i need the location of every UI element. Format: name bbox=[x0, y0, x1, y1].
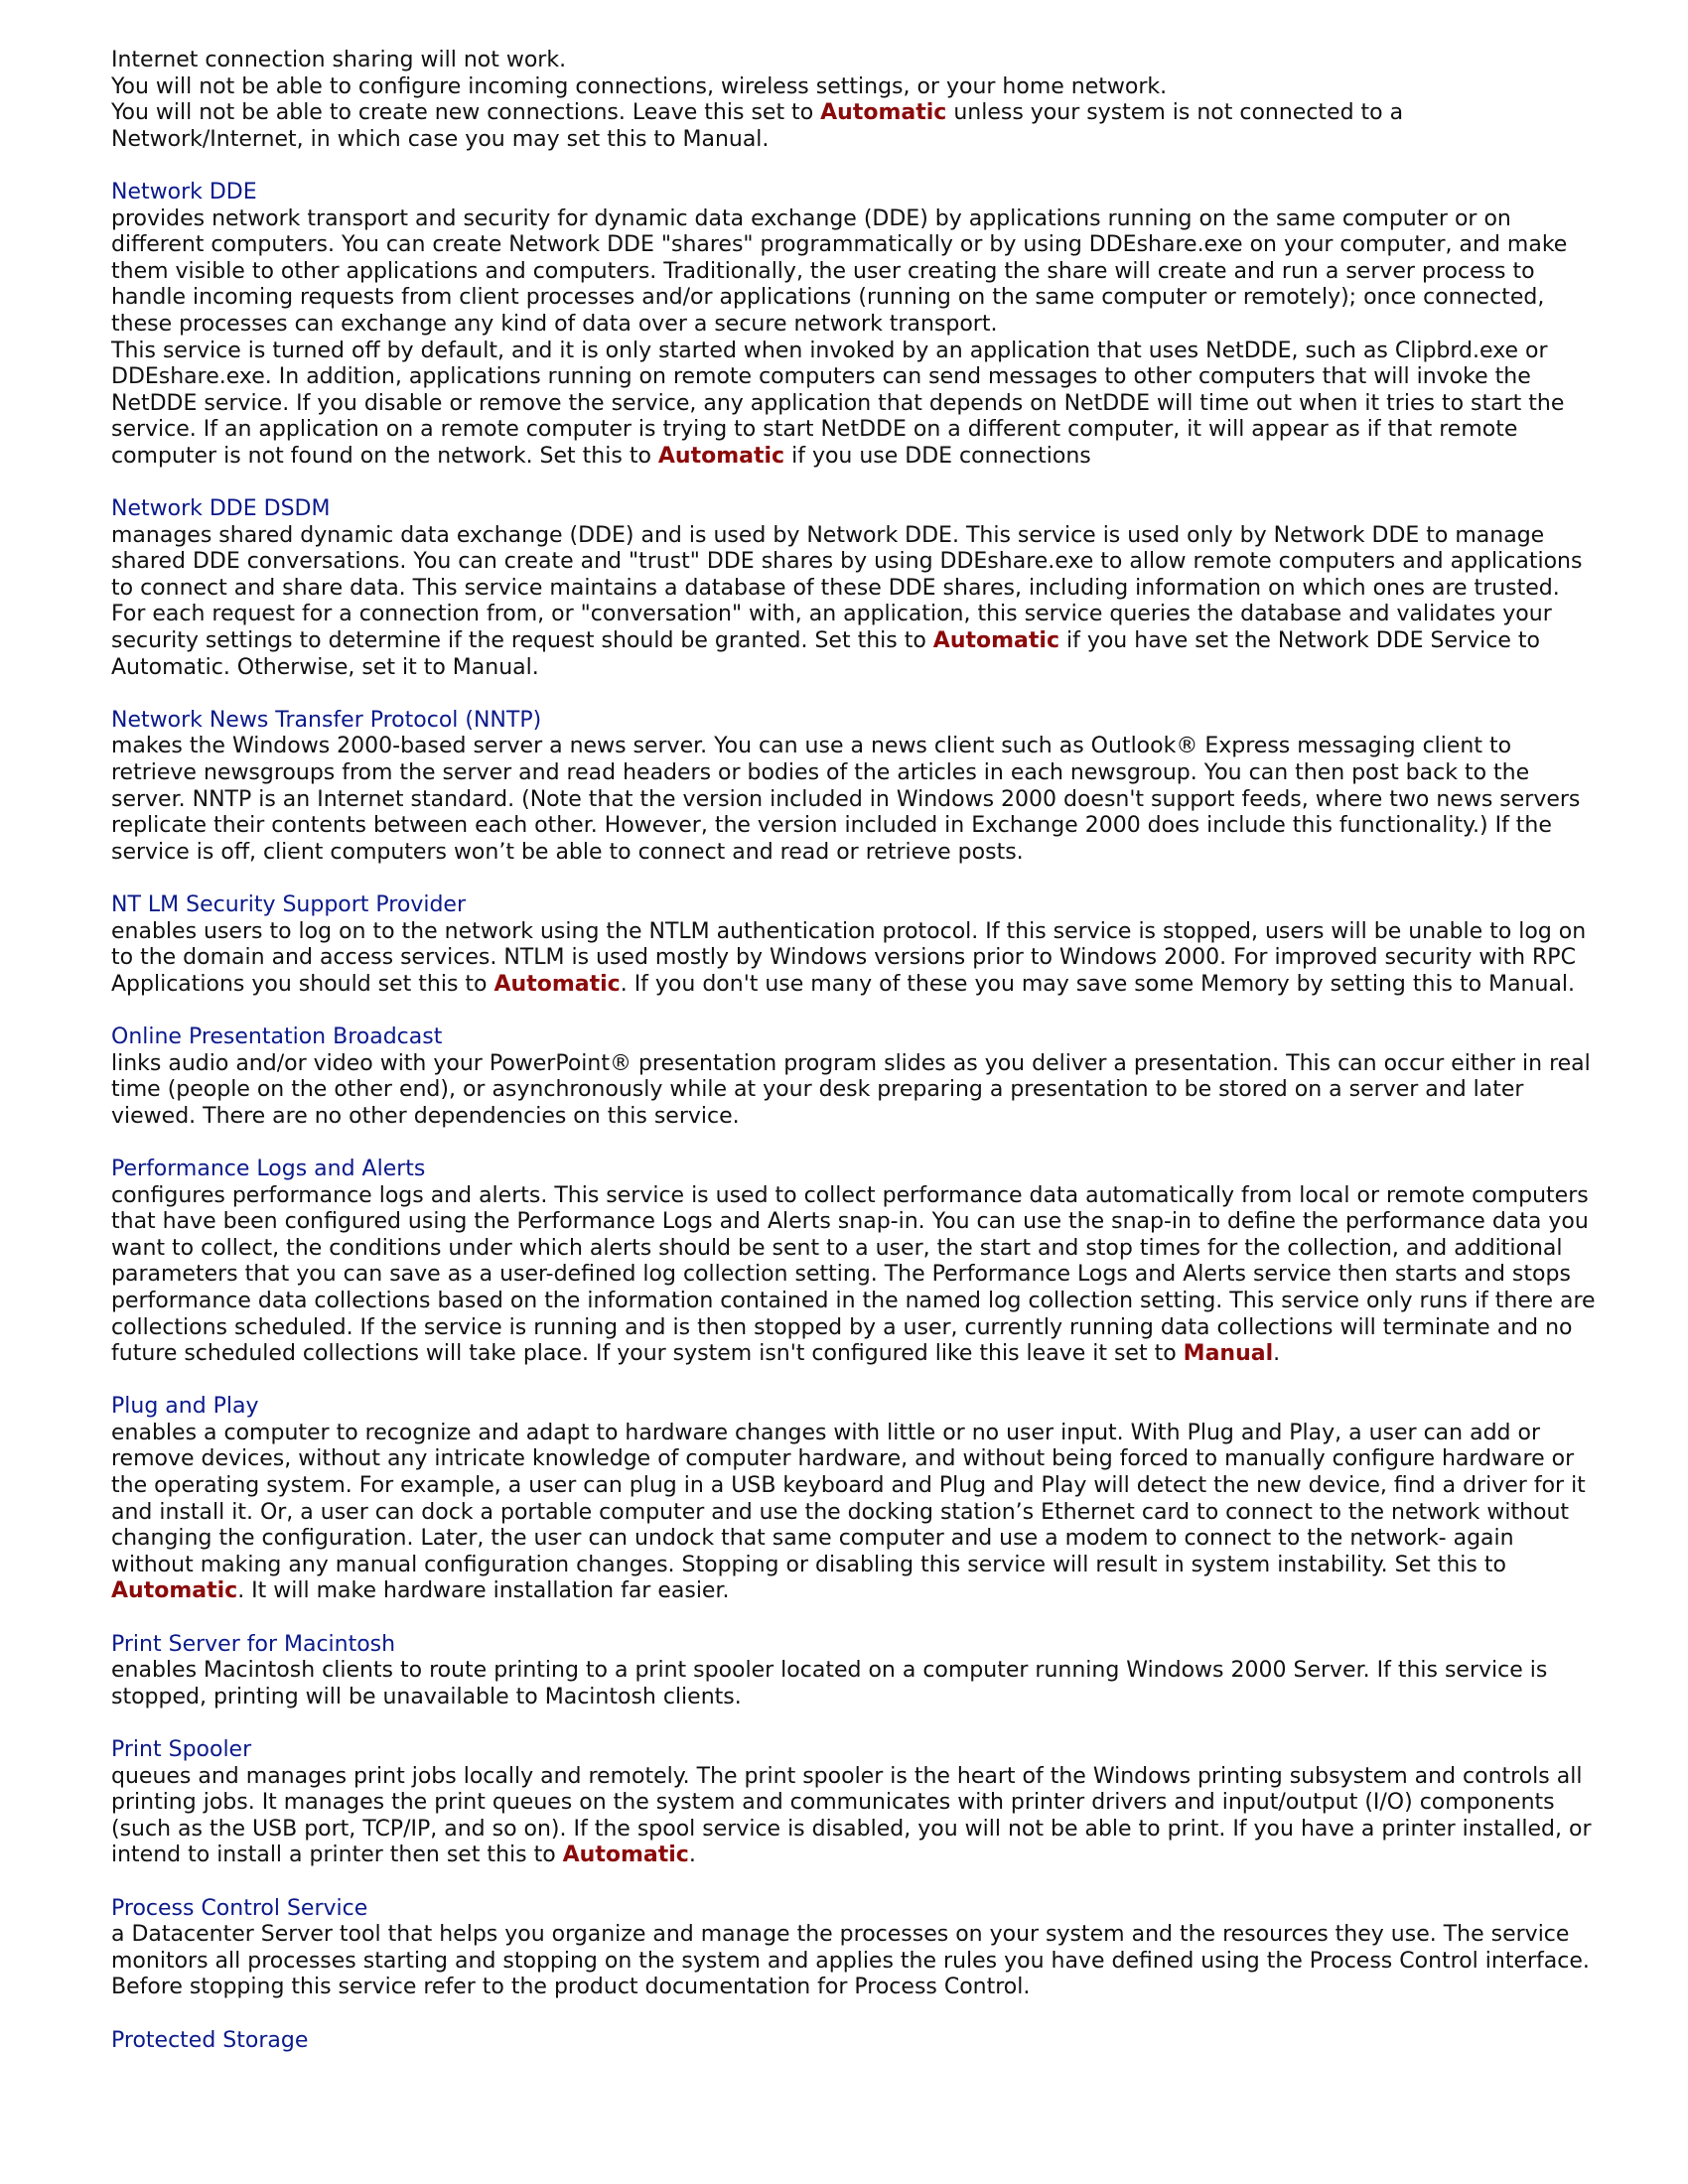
document-page bbox=[111, 48, 1601, 2054]
service-entry-process-control bbox=[111, 1896, 1601, 2001]
service-title: Online Presentation Broadcast bbox=[111, 1024, 443, 1049]
highlight-setting: Automatic bbox=[562, 1843, 689, 1868]
text-run: . If you don't use many of these you may save some Memory by setting this to Manual. bbox=[620, 971, 1576, 997]
service-entry-print-spooler bbox=[111, 1737, 1601, 1869]
highlight-setting: Automatic bbox=[657, 443, 785, 469]
text-run: . bbox=[688, 1843, 696, 1868]
service-description bbox=[111, 339, 1601, 471]
service-entry-ntlm-ssp bbox=[111, 892, 1601, 998]
text-run: You will not be able to create new connections. Leave this set to bbox=[111, 100, 821, 126]
text-run: enables a computer to recognize and adapt to hardware changes with little or no user input. With Plug and Play, a user can add or remove devices, without any intricate knowledge of computer hardware, and without being forced to manually configure hardware or the operating system. For example, a user can plug in a USB keyboard and Plug and Play will detect the new device, find a driver for it and install it. Or, a user can dock a portable computer and use the docking station’s Ethernet card to connect to the network without changing the configuration. Later, the user can undock that same computer and use a modem to connect to the network- again without making any manual configuration changes. Stopping or disabling this service will result in system instability. Set this to bbox=[111, 1420, 1586, 1577]
service-title: Network News Transfer Protocol (NNTP) bbox=[111, 707, 542, 733]
service-entry-network-dde bbox=[111, 180, 1601, 471]
text-run: queues and manages print jobs locally and remotely. The print spooler is the heart of the Windows printing subsystem and controls all printing jobs. It manages the print queues on the system and communicates with printer drivers and input/output (I/O) components (such as the USB port, TCP/IP, and so on). If the spool service is disabled, you will not be able to print. If you have a printer installed, or intend to install a printer then set this to bbox=[111, 1763, 1592, 1868]
service-description: makes the Windows 2000-based server a news server. You can use a news client such as Outlook® Express messaging client to retrieve newsgroups from the server and read headers or bodies of the articles in each newsgroup. You can then post back to the server. NNTP is an Internet standard. (Note that the version included in Windows 2000 doesn't support feeds, where two news servers replicate their contents between each other. However, the version included in Exchange 2000 does include this functionality.) If the service is off, client computers won’t be able to connect and read or retrieve posts. bbox=[111, 734, 1581, 865]
service-description: enables Macintosh clients to route printing to a print spooler located on a computer running Windows 2000 Server. If this service is stopped, printing will be unavailable to Macintosh clients. bbox=[111, 1658, 1548, 1709]
text-run: if you use DDE connections bbox=[784, 443, 1091, 469]
service-description bbox=[111, 1421, 1601, 1605]
service-title: Process Control Service bbox=[111, 1895, 368, 1921]
intro-line bbox=[111, 100, 1601, 153]
service-description bbox=[111, 1764, 1601, 1869]
highlight-setting: Automatic bbox=[932, 628, 1059, 654]
text-run: unless your system is not connected to a Network/Internet, in which case you may set this to Manual. bbox=[111, 100, 1404, 152]
service-title: Performance Logs and Alerts bbox=[111, 1156, 426, 1181]
service-entry-nntp bbox=[111, 708, 1601, 867]
service-entry-performance-logs bbox=[111, 1157, 1601, 1368]
service-title: Protected Storage bbox=[111, 2027, 309, 2053]
service-title: Network DDE bbox=[111, 179, 257, 205]
highlight-setting: Automatic bbox=[493, 971, 621, 997]
text-run: This service is turned off by default, and it is only started when invoked by an application that uses NetDDE, such as Clipbrd.exe or DDEshare.exe. In addition, applications running on remote computers can send messages to other computers that will invoke the NetDDE service. If you disable or remove the service, any application that depends on NetDDE will time out when it tries to start the service. If an application on a remote computer is trying to start NetDDE on a different computer, it will appear as if that remote computer is not found on the network. Set this to bbox=[111, 338, 1565, 469]
service-title: Network DDE DSDM bbox=[111, 496, 331, 522]
service-description: a Datacenter Server tool that helps you organize and manage the processes on your system and the resources they use. The service monitors all processes starting and stopping on the system and applies the rules you have defined using the Process Control interface. Before stopping this service refer to the product documentation for Process Control. bbox=[111, 1922, 1590, 2000]
service-description bbox=[111, 1183, 1601, 1368]
service-entry-online-presentation-broadcast bbox=[111, 1024, 1601, 1130]
service-description bbox=[111, 919, 1601, 999]
service-description: links audio and/or video with your PowerPoint® presentation program slides as you deliver a presentation. This can occur either in real time (people on the other end), or asynchronously while at your desk preparing a presentation to be stored on a server and later viewed. There are no other dependencies on this service. bbox=[111, 1050, 1591, 1129]
service-entry-network-dde-dsdm bbox=[111, 496, 1601, 681]
service-description bbox=[111, 523, 1601, 682]
service-entry-plug-and-play bbox=[111, 1394, 1601, 1605]
highlight-setting: Manual bbox=[1183, 1341, 1274, 1367]
text-run: . It will make hardware installation far easier. bbox=[237, 1578, 730, 1604]
intro-line: You will not be able to configure incoming connections, wireless settings, or your home network. bbox=[111, 73, 1168, 99]
text-run: configures performance logs and alerts. This service is used to collect performance data automatically from local or remote computers that have been configured using the Performance Logs and Alerts snap-in. You can use the snap-in to define the performance data you want to collect, the conditions under which alerts should be sent to a user, the start and stop times for the collection, and additional parameters that you can save as a user-defined log collection setting. The Performance Logs and Alerts service then starts and stops performance data collections based on the information contained in the named log collection setting. This service only runs if there are collections scheduled. If the service is running and is then stopped by a user, currently running data collections will terminate and no future scheduled collections will take place. If your system isn't configured like this leave it set to bbox=[111, 1182, 1596, 1367]
service-description: provides network transport and security for dynamic data exchange (DDE) by applications running on the same computer or on different computers. You can create Network DDE "shares" programmatically or by using DDEshare.exe on your computer, and make them visible to other applications and computers. Traditionally, the user creating the share will create and run a server process to handle incoming requests from client processes and/or applications (running on the same computer or remotely); once connected, these processes can exchange any kind of data over a secure network transport. bbox=[111, 205, 1568, 337]
highlight-setting: Automatic bbox=[820, 100, 947, 126]
service-entry-protected-storage bbox=[111, 2028, 1601, 2055]
service-title: Print Spooler bbox=[111, 1737, 252, 1762]
text-run: manages shared dynamic data exchange (DDE) and is used by Network DDE. This service is used only by Network DDE to manage shared DDE conversations. You can create and "trust" DDE shares by using DDEshare.exe to allow remote computers and applications to connect and share data. This service maintains a database of these DDE shares, including information on which ones are trusted. For each request for a connection from, or "conversation" with, an application, this service queries the database and validates your security settings to determine if the request should be granted. Set this to bbox=[111, 522, 1583, 654]
text-run: . bbox=[1273, 1341, 1281, 1367]
service-title: NT LM Security Support Provider bbox=[111, 892, 466, 917]
highlight-setting: Automatic bbox=[111, 1578, 238, 1604]
service-title: Print Server for Macintosh bbox=[111, 1631, 396, 1657]
text-run: enables users to log on to the network using the NTLM authentication protocol. If this service is stopped, users will be unable to log on to the domain and access services. NTLM is used mostly by Windows versions prior to Windows 2000. For improved security with RPC Applications you should set this to bbox=[111, 918, 1587, 997]
intro-section bbox=[111, 48, 1601, 153]
service-title: Plug and Play bbox=[111, 1394, 259, 1420]
intro-line: Internet connection sharing will not work. bbox=[111, 48, 567, 72]
text-run: if you have set the Network DDE Service to Automatic. Otherwise, set it to Manual. bbox=[111, 628, 1540, 680]
service-entry-print-server-macintosh bbox=[111, 1632, 1601, 1711]
